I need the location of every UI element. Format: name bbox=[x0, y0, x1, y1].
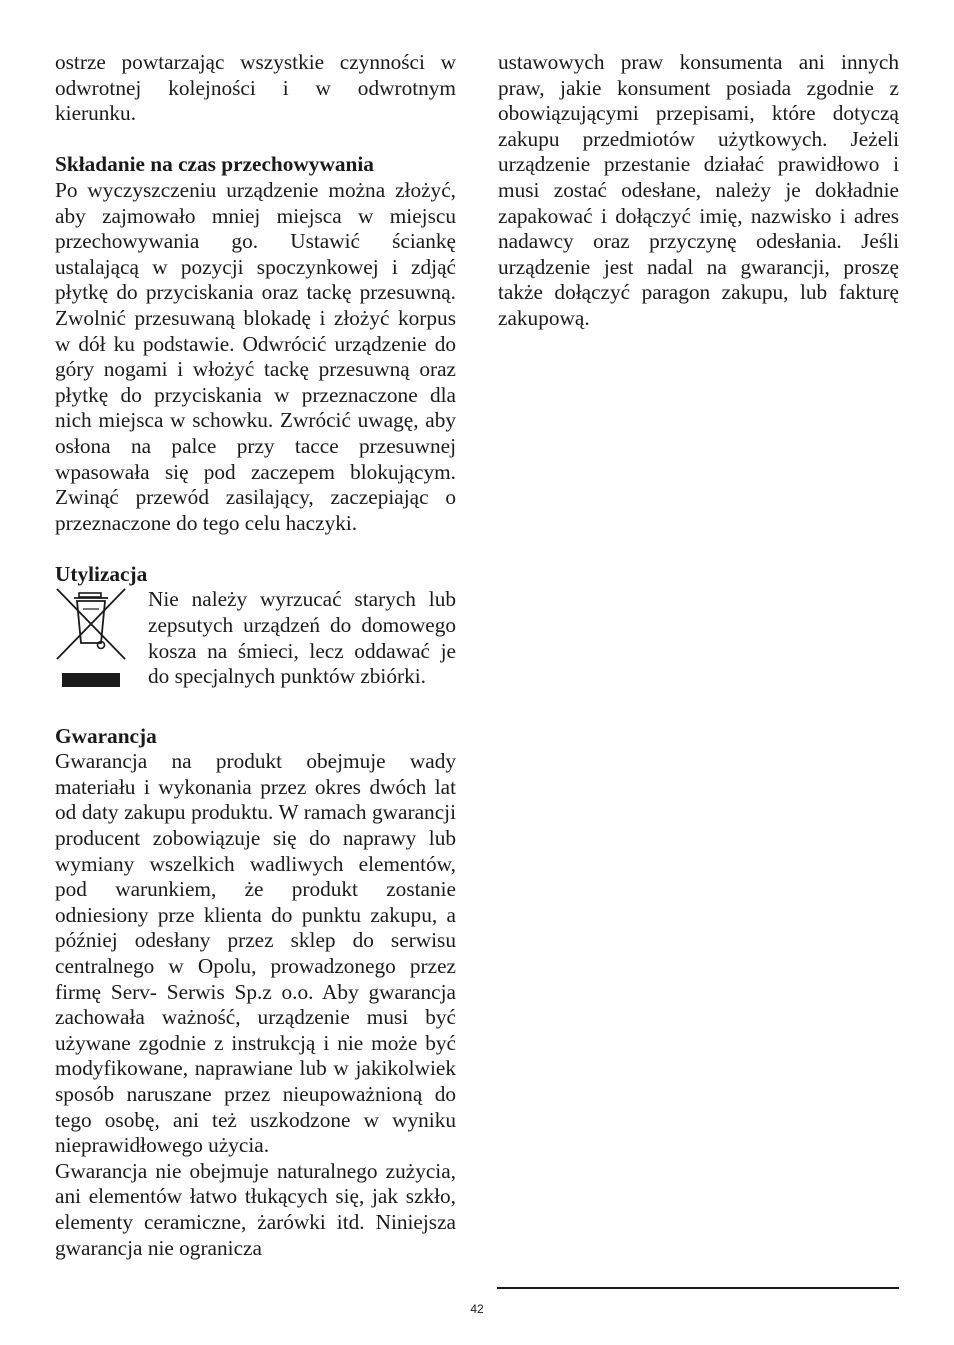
disposal-block bbox=[55, 587, 456, 698]
crossed-out-wheelie-bin-icon bbox=[55, 587, 148, 698]
warranty-paragraph-1: Gwarancja na produkt obejmuje wady materiału i wykonania przez okres dwóch lat od daty zakupu produktu. W ramach gwarancji producent zobowiązuje się do naprawy lub wymiany wszelkich wadliwych elementów, pod warunkiem, że produkt zostanie odniesiony prze klienta do punktu zakupu, a później odesłany przez sklep do serwisu centralnego w Opolu, prowadzonego przez firmę Serv- Serwis Sp.z o.o. Aby gwarancja zachowała ważność, urządzenie musi być używane zgodnie z instrukcją i nie może być modyfikowane, naprawiane lub w jakikolwiek sposób naruszane przez nieupoważnioną do tego osobę, ani też uszkodzone w wyniku nieprawidłowego użycia. bbox=[55, 749, 456, 1158]
warranty-heading: Gwarancja bbox=[55, 723, 157, 748]
disposal-heading: Utylizacja bbox=[55, 561, 148, 586]
weee-symbol-svg bbox=[55, 587, 127, 691]
warranty-continuation-paragraph: ustawowych praw konsumenta ani innych praw, jakie konsument posiada zgodnie z obowiązującymi przepisami, które dotyczą zakupu przedmiotów użytkowych. Jeżeli urządzenie przestanie działać prawidłowo i musi zostać odesłane, należy je dokładnie zapakować i dołączyć imię, nazwisko i adres nadawcy oraz przyczynę odesłania. Jeśli urządzenie jest nadal na gwarancji, proszę także dołączyć paragon zakupu, lub fakturę zakupową. bbox=[498, 50, 899, 330]
disposal-paragraph: Nie należy wyrzucać starych lub zepsutych urządzeń do domowego kosza na śmieci, lecz oddawać je do specjalnych punktów zbiórki. bbox=[148, 587, 456, 689]
page-number: 42 bbox=[470, 1302, 484, 1316]
footer-rule bbox=[497, 1287, 899, 1289]
warranty-paragraph-2: Gwarancja nie obejmuje naturalnego zużycia, ani elementów łatwo tłukących się, jak szkło, elementy ceramiczne, żarówki itd. Niniejsza gwarancja nie ogranicza bbox=[55, 1158, 456, 1260]
intro-paragraph: ostrze powtarzając wszystkie czynności w odwrotnej kolejności i w odwrotnym kierunku. bbox=[55, 50, 456, 126]
storage-paragraph: Po wyczyszczeniu urządzenie można złożyć, aby zajmowało mniej miejsca w miejscu przechowywania go. Ustawić ściankę ustalającą w pozycji spoczynkowej i zdjąć płytkę do przyciskania oraz tackę przesuwną. Zwolnić przesuwaną blokadę i złożyć korpus w dół ku podstawie. Odwrócić urządzenie do góry nogami i włożyć tackę przesuwną oraz płytkę do przyciskania w przeznaczone dla nich miejsca w schowku. Zwrócić uwagę, aby osłona na palce przy tacce przesuwnej wpasowała się pod zaczepem blokującym. Zwinąć przewód zasilający, zaczepiając o przeznaczone do tego celu haczyki. bbox=[55, 177, 456, 535]
right-column bbox=[498, 50, 899, 332]
storage-heading: Składanie na czas przechowywania bbox=[55, 152, 374, 177]
left-column bbox=[55, 50, 456, 1261]
